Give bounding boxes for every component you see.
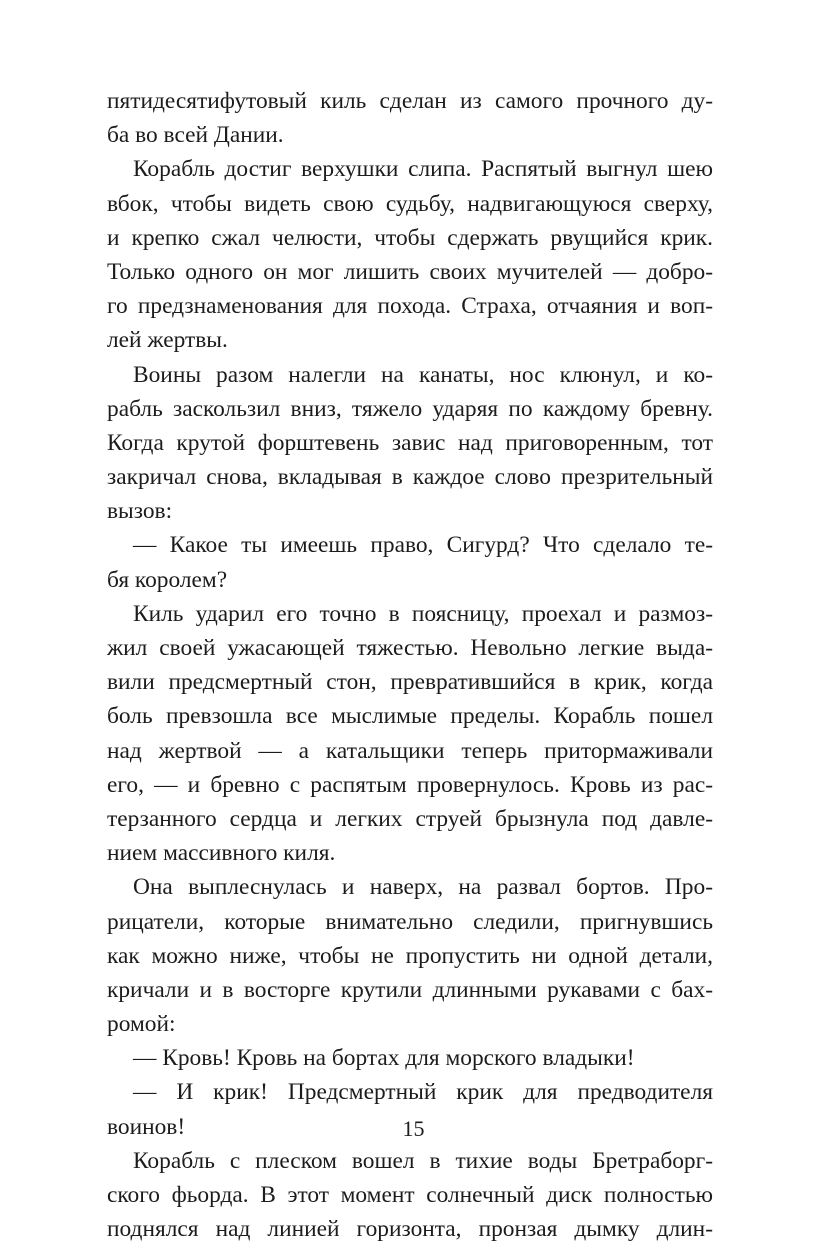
text-line: лей жертвы.: [107, 327, 228, 354]
text-line: как можно ниже, чтобы не пропустить ни одной детали,: [107, 942, 713, 969]
text-line: Только одного он мог лишить своих мучителей — добро-: [107, 258, 713, 285]
text-line: — Кровь! Кровь на бортах для морского владыки!: [133, 1045, 635, 1072]
page-number: 15: [402, 1116, 425, 1141]
text-line: воинов!: [107, 1113, 186, 1140]
text-line: Корабль достиг верхушки слипа. Распятый выгнул шею: [133, 156, 713, 183]
text-line: бя королем?: [107, 566, 228, 593]
text-line: рицатели, которые внимательно следили, пригнувшись: [107, 908, 713, 935]
text-line: ского фьорда. В этот момент солнечный диск полностью: [107, 1182, 713, 1208]
text-line: Киль ударил его точно в поясницу, проехал и размоз-: [133, 600, 713, 627]
text-line: вили предсмертный стон, превратившийся в крик, когда: [107, 669, 713, 696]
text-line: жил своей ужасающей тяжестью. Невольно легкие выда-: [107, 635, 713, 661]
text-line: — И крик! Предсмертный крик для предводителя: [133, 1079, 713, 1106]
text-line: боль превзошла все мыслимые пределы. Корабль пошел: [107, 703, 713, 730]
text-line: Корабль с плеском вошел в тихие воды Бретраборг-: [133, 1147, 713, 1174]
text-line: терзанного сердца и легких струей брызнула под давле-: [107, 805, 713, 832]
text-line: вбок, чтобы видеть свою судьбу, надвигающуюся сверху,: [107, 190, 713, 217]
text-line: поднялся над линией горизонта, пронзая дымку длин-: [107, 1216, 713, 1243]
text-line: кричали и в восторге крутили длинными рукавами с бах-: [107, 976, 713, 1003]
text-line: го предзнаменования для похода. Страха, отчаяния и воп-: [107, 293, 713, 320]
text-line: Воины разом налегли на канаты, нос клюнул, и ко-: [133, 361, 713, 388]
text-line: закричал снова, вкладывая в каждое слово презрительный: [107, 464, 713, 491]
text-line: ба во всей Дании.: [107, 122, 284, 149]
text-line: нием массивного киля.: [107, 840, 336, 867]
text-line: пятидесятифутовый киль сделан из самого прочного ду-: [107, 88, 713, 114]
text-line: Когда крутой форштевень завис над приговоренным, тот: [107, 429, 713, 456]
body-text: [107, 84, 713, 1246]
text-line: Она выплеснулась и наверх, на развал бортов. Про-: [133, 874, 713, 901]
text-line: его, — и бревно с распятым провернулось. Кровь из рас-: [107, 771, 713, 798]
text-line: рабль заскользил вниз, тяжело ударяя по каждому бревну.: [107, 395, 713, 422]
text-line: ромой:: [107, 1011, 176, 1038]
text-line: над жертвой — а катальщики теперь притормаживали: [107, 737, 713, 764]
text-line: и крепко сжал челюсти, чтобы сдержать рвущийся крик.: [107, 224, 713, 251]
text-line: — Какое ты имеешь право, Сигурд? Что сделало те-: [133, 532, 713, 559]
text-line: вызов:: [107, 498, 173, 525]
